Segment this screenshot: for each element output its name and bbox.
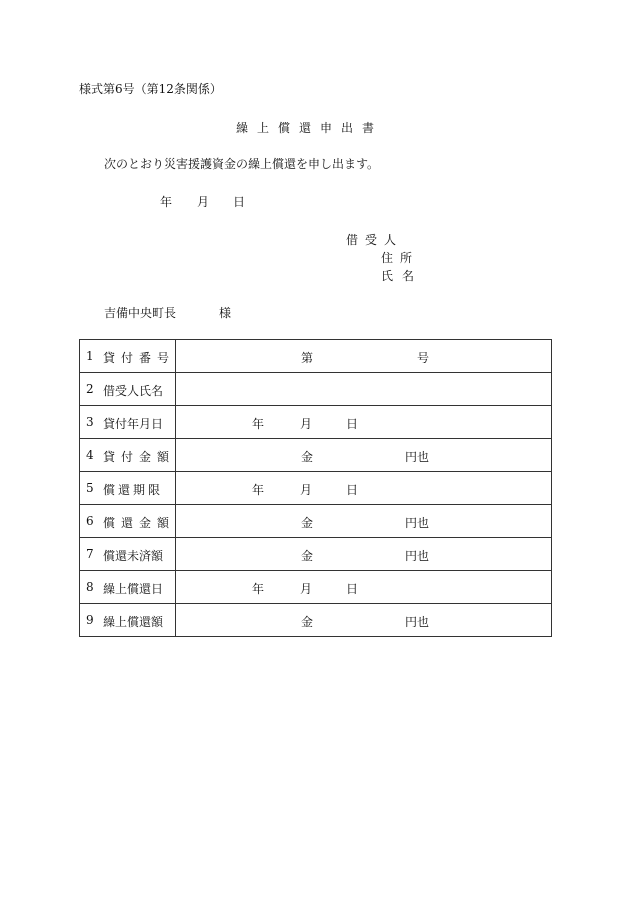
value-cell[interactable] [176,571,552,604]
addressee-name: 吉備中央町長 [104,306,177,320]
value-suffix: 円也 [405,615,430,629]
intro-text: 次のとおり災害援護資金の繰上償還を申し出ます。 [104,157,380,171]
label-cell [80,406,176,439]
table-row-unpaid-balance [80,538,552,571]
row-label: 償還金額 [103,516,176,530]
loan-repayment-table [79,339,552,637]
date-year-label: 年 [160,195,173,209]
row-label: 借受人氏名 [103,384,164,398]
label-cell [80,439,176,472]
row-number: 8 [86,580,94,594]
value-cell[interactable] [176,439,552,472]
row-label: 繰上償還日 [103,582,164,596]
row-number: 5 [86,481,94,495]
value-prefix: 金 [301,516,314,530]
borrower-name-label: 氏名 [381,269,424,283]
date-month-label: 月 [197,195,210,209]
day-label: 日 [346,417,359,431]
row-number: 9 [86,613,94,627]
value-cell[interactable] [176,406,552,439]
value-cell[interactable] [176,604,552,637]
table-row-loan-date [80,406,552,439]
row-number: 7 [86,547,94,561]
value-prefix: 金 [301,450,314,464]
month-label: 月 [300,582,313,596]
year-label: 年 [252,417,265,431]
row-number: 4 [86,448,94,462]
value-suffix: 円也 [405,450,430,464]
table-row-early-repayment-date [80,571,552,604]
table-row-borrower-name [80,373,552,406]
row-label: 貸付年月日 [103,417,164,431]
table-row-repayment-amount [80,505,552,538]
form-number: 様式第6号（第12条関係） [79,82,222,96]
borrower-heading: 借受人 [346,233,404,247]
date-day-label: 日 [233,195,246,209]
value-suffix: 円也 [405,549,430,563]
day-label: 日 [346,483,359,497]
label-cell [80,472,176,505]
year-label: 年 [252,483,265,497]
day-label: 日 [346,582,359,596]
label-cell [80,604,176,637]
value-prefix: 第 [301,351,314,365]
value-prefix: 金 [301,549,314,563]
label-cell [80,571,176,604]
value-suffix: 円也 [405,516,430,530]
value-prefix: 金 [301,615,314,629]
label-cell [80,505,176,538]
table-row-loan-amount [80,439,552,472]
borrower-address-label: 住所 [381,251,420,265]
value-cell[interactable] [176,538,552,571]
label-cell [80,538,176,571]
month-label: 月 [300,483,313,497]
row-label: 繰上償還額 [103,615,164,629]
row-number: 1 [86,349,94,363]
table-row-early-repayment-amount [80,604,552,637]
row-label: 貸付番号 [103,351,176,365]
row-number: 3 [86,415,94,429]
row-number: 6 [86,514,94,528]
label-cell [80,373,176,406]
table-row-repayment-deadline [80,472,552,505]
row-label: 貸付金額 [103,450,176,464]
row-label: 償還期限 [103,483,164,497]
row-number: 2 [86,382,94,396]
row-label: 償還未済額 [103,549,164,563]
label-cell [80,340,176,373]
addressee-honorific: 様 [219,306,232,320]
month-label: 月 [300,417,313,431]
value-cell[interactable] [176,373,552,406]
value-cell[interactable] [176,505,552,538]
document-title: 繰上償還申出書 [236,121,384,135]
table-row-loan-number [80,340,552,373]
value-suffix: 号 [417,351,430,365]
year-label: 年 [252,582,265,596]
value-cell[interactable] [176,340,552,373]
value-cell[interactable] [176,472,552,505]
